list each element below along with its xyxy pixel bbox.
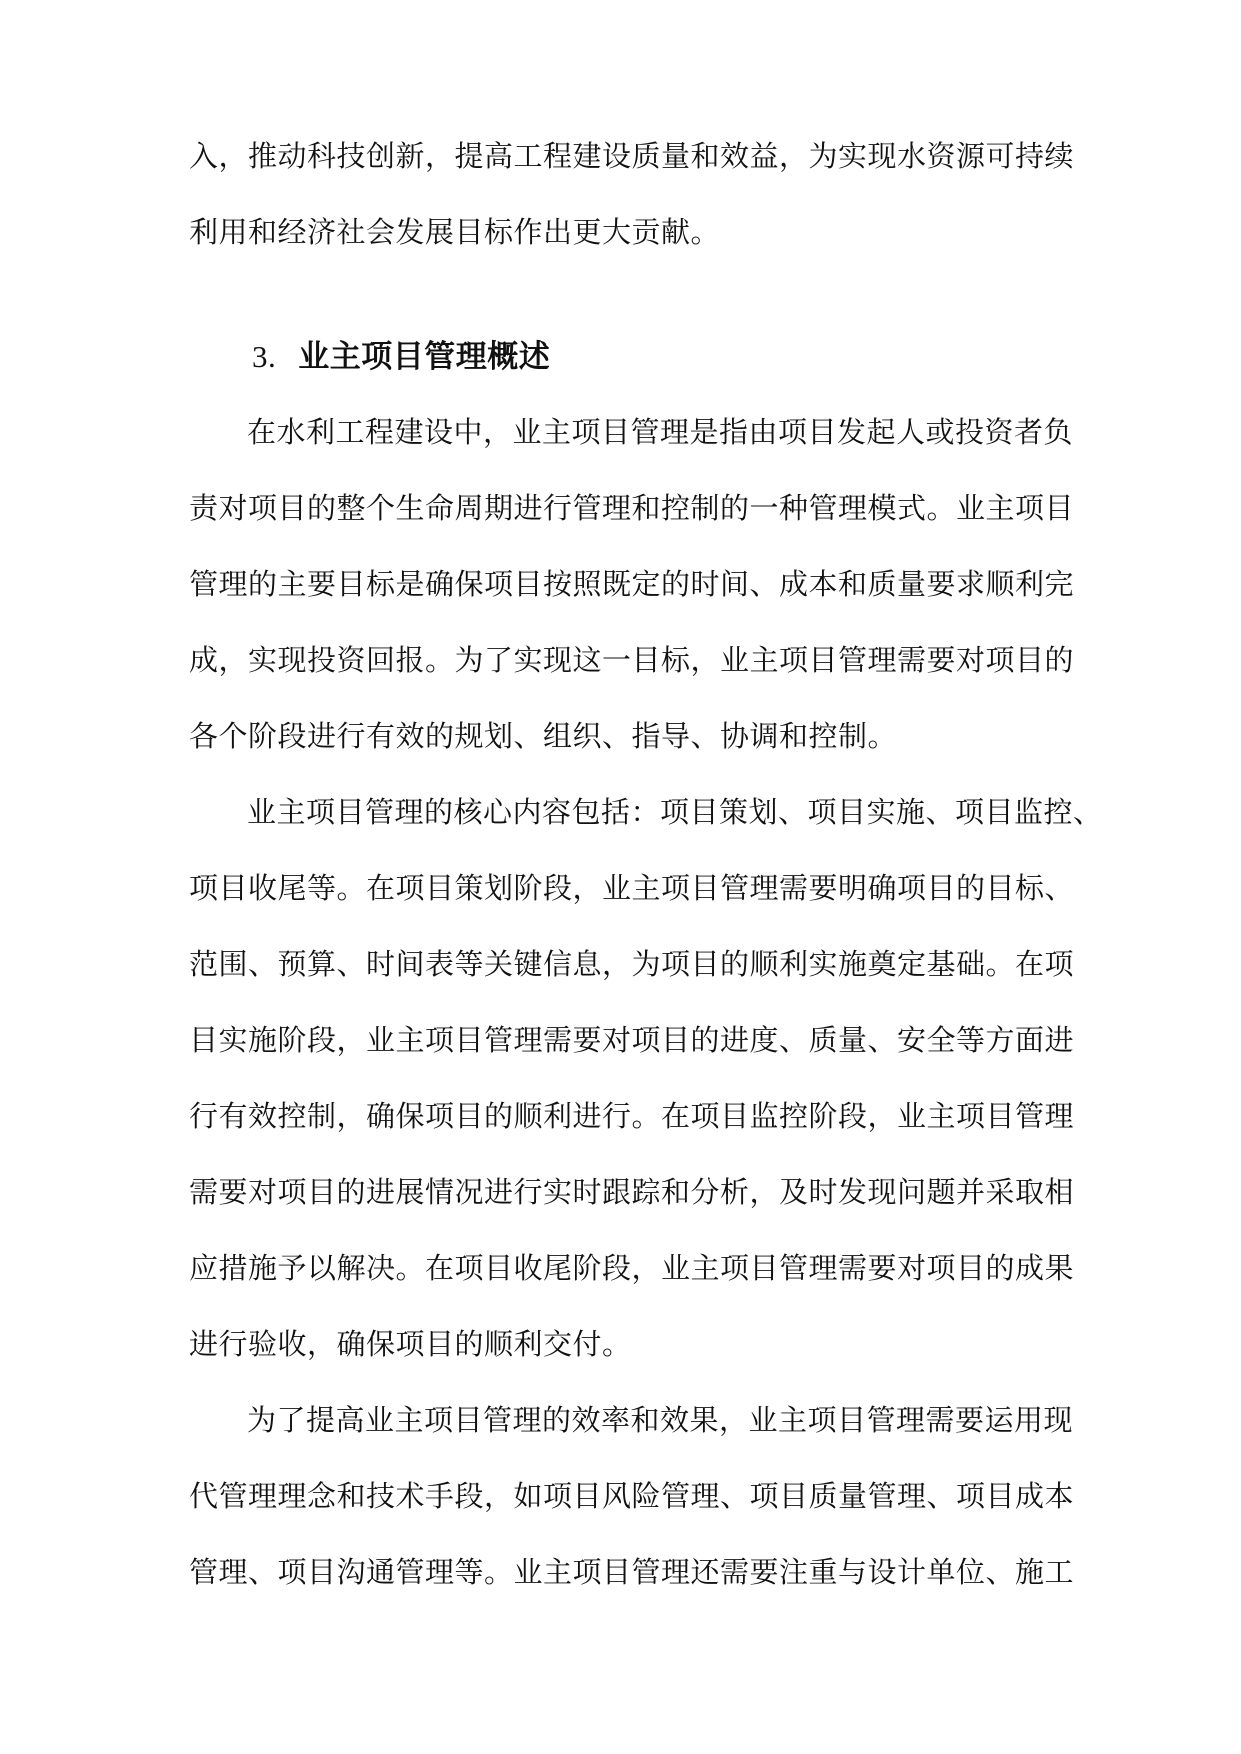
paragraph3-line-3: 管理、项目沟通管理等。业主项目管理还需要注重与设计单位、施工 [189,1555,1075,1589]
paragraph2-line-6: 需要对项目的进展情况进行实时跟踪和分析，及时发现问题并采取相 [189,1175,1075,1209]
paragraph1-line-5: 各个阶段进行有效的规划、组织、指导、协调和控制。 [189,719,898,753]
paragraph1-line-3: 管理的主要目标是确保项目按照既定的时间、成本和质量要求顺利完 [189,567,1075,601]
section-heading [252,336,550,378]
paragraph2-line-7: 应措施予以解决。在项目收尾阶段，业主项目管理需要对项目的成果 [189,1251,1075,1285]
paragraph1-line-4: 成，实现投资回报。为了实现这一目标，业主项目管理需要对项目的 [189,643,1075,677]
continuation-line-1: 入，推动科技创新，提高工程建设质量和效益，为实现水资源可持续 [189,139,1075,173]
paragraph2-line-1: 业主项目管理的核心内容包括：项目策划、项目实施、项目监控、 [247,795,1103,829]
paragraph1-line-1: 在水利工程建设中，业主项目管理是指由项目发起人或投资者负 [247,415,1074,449]
paragraph2-line-5: 行有效控制，确保项目的顺利进行。在项目监控阶段，业主项目管理 [189,1099,1075,1133]
paragraph3-line-2: 代管理理念和技术手段，如项目风险管理、项目质量管理、项目成本 [189,1479,1075,1513]
paragraph2-line-2: 项目收尾等。在项目策划阶段，业主项目管理需要明确项目的目标、 [189,871,1075,905]
continuation-line-2: 利用和经济社会发展目标作出更大贡献。 [189,215,721,249]
section-title: 业主项目管理概述 [298,339,551,375]
paragraph3-line-1: 为了提高业主项目管理的效率和效果，业主项目管理需要运用现 [247,1403,1074,1437]
paragraph2-line-3: 范围、预算、时间表等关键信息，为项目的顺利实施奠定基础。在项 [189,947,1075,981]
paragraph1-line-2: 责对项目的整个生命周期进行管理和控制的一种管理模式。业主项目 [189,491,1075,525]
paragraph2-line-8: 进行验收，确保项目的顺利交付。 [189,1327,632,1361]
section-number: 3. [252,339,277,374]
paragraph2-line-4: 目实施阶段，业主项目管理需要对项目的进度、质量、安全等方面进 [189,1023,1075,1057]
